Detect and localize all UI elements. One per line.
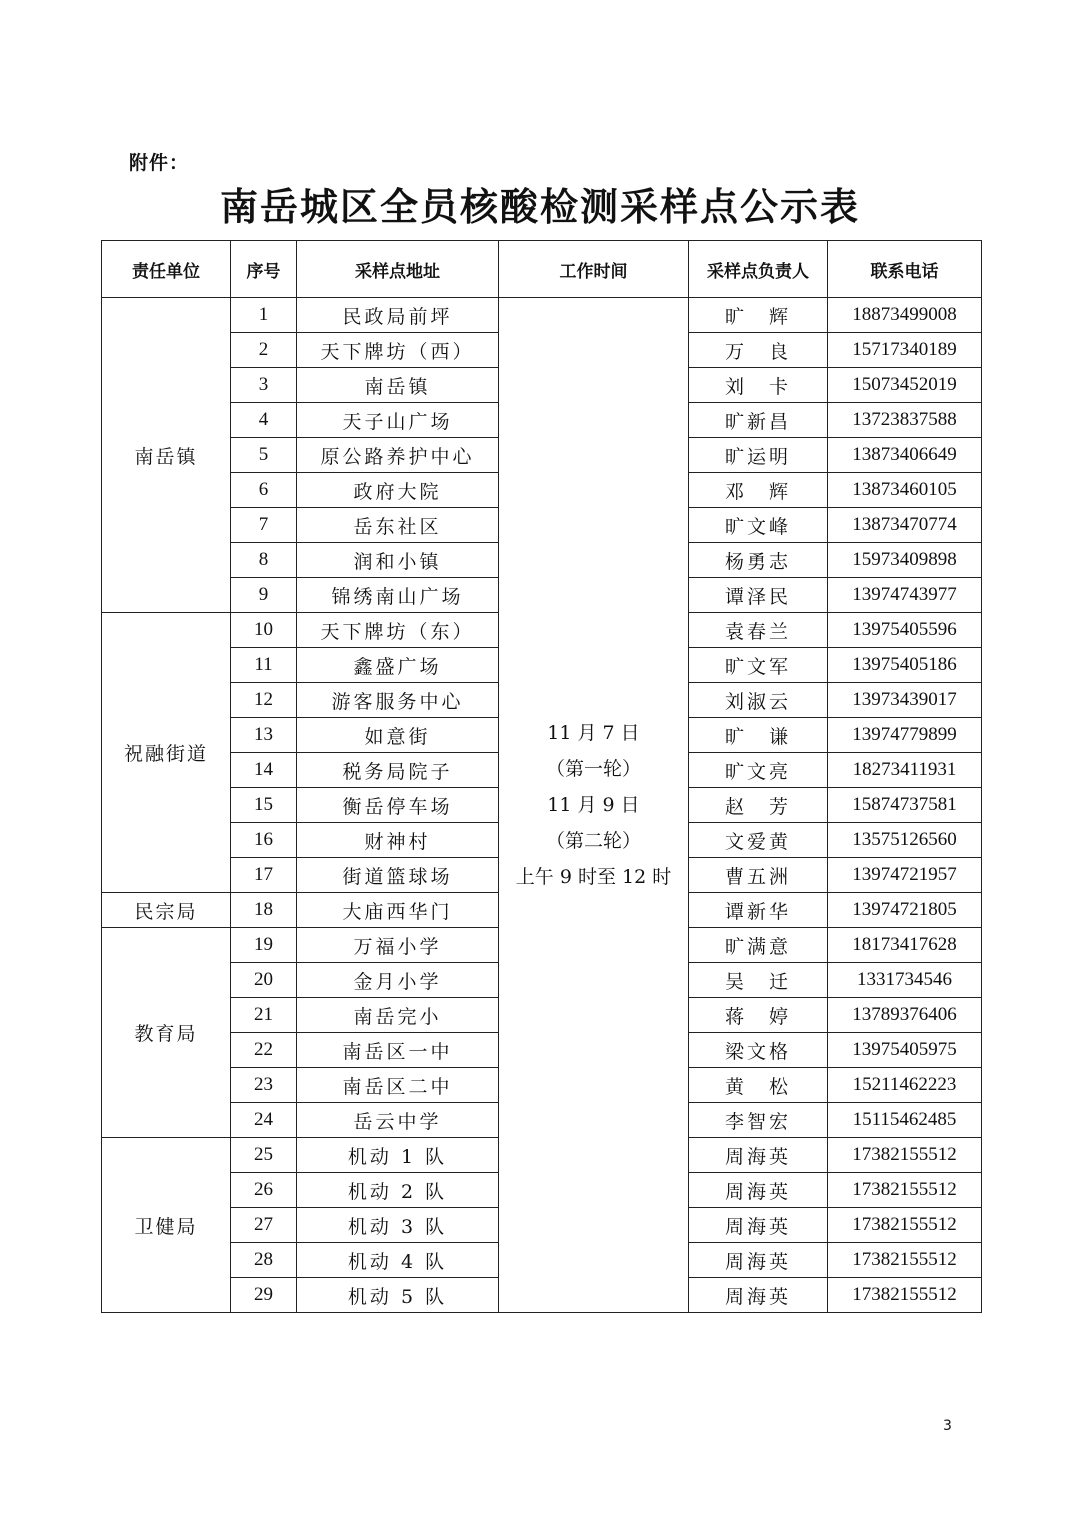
address-cell: 天下牌坊（西） [297,333,499,368]
seq-cell: 12 [231,683,297,718]
address-cell: 南岳区二中 [297,1068,499,1103]
phone-cell: 15073452019 [828,368,982,403]
seq-cell: 18 [231,893,297,928]
person-cell: 李智宏 [689,1103,828,1138]
work-time-line: 上午 9 时至 12 时 [515,866,672,888]
address-cell: 金月小学 [297,963,499,998]
table-row [102,298,982,333]
seq-cell: 19 [231,928,297,963]
phone-cell: 18273411931 [828,753,982,788]
phone-cell: 17382155512 [828,1208,982,1243]
address-cell: 岳云中学 [297,1103,499,1138]
address-cell: 天子山广场 [297,403,499,438]
phone-cell: 13973439017 [828,683,982,718]
address-cell: 民政局前坪 [297,298,499,333]
sampling-site-table [101,240,982,1313]
person-cell: 谭泽民 [689,578,828,613]
header-seq: 序号 [231,241,297,298]
address-cell: 如意街 [297,718,499,753]
seq-cell: 16 [231,823,297,858]
phone-cell: 13974721805 [828,893,982,928]
phone-cell: 15211462223 [828,1068,982,1103]
phone-cell: 15973409898 [828,543,982,578]
address-cell: 机动 5 队 [297,1278,499,1313]
person-cell: 杨勇志 [689,543,828,578]
person-cell: 旷 谦 [689,718,828,753]
phone-cell: 18873499008 [828,298,982,333]
page-title: 南岳城区全员核酸检测采样点公示表 [219,184,860,229]
phone-cell: 13975405186 [828,648,982,683]
seq-cell: 29 [231,1278,297,1313]
work-time-cell [499,298,689,1313]
phone-cell: 13974743977 [828,578,982,613]
person-cell: 旷文军 [689,648,828,683]
address-cell: 南岳区一中 [297,1033,499,1068]
phone-cell: 13723837588 [828,403,982,438]
attachment-label: 附件： [129,152,190,174]
person-cell: 赵 芳 [689,788,828,823]
seq-cell: 7 [231,508,297,543]
phone-cell: 13873470774 [828,508,982,543]
phone-cell: 17382155512 [828,1173,982,1208]
seq-cell: 26 [231,1173,297,1208]
person-cell: 袁春兰 [689,613,828,648]
seq-cell: 14 [231,753,297,788]
person-cell: 周海英 [689,1173,828,1208]
person-cell: 旷运明 [689,438,828,473]
work-time-line: （第一轮） [545,758,641,780]
phone-cell: 13974779899 [828,718,982,753]
responsible-unit-cell: 祝融街道 [102,613,231,893]
seq-cell: 23 [231,1068,297,1103]
address-cell: 机动 4 队 [297,1243,499,1278]
address-cell: 锦绣南山广场 [297,578,499,613]
address-cell: 机动 2 队 [297,1173,499,1208]
responsible-unit-cell: 教育局 [102,928,231,1138]
work-time-line: （第二轮） [545,830,641,852]
header-work-time: 工作时间 [499,241,689,298]
seq-cell: 13 [231,718,297,753]
person-cell: 刘淑云 [689,683,828,718]
address-cell: 南岳镇 [297,368,499,403]
seq-cell: 25 [231,1138,297,1173]
phone-cell: 17382155512 [828,1138,982,1173]
person-cell: 邓 辉 [689,473,828,508]
seq-cell: 20 [231,963,297,998]
address-cell: 万福小学 [297,928,499,963]
person-cell: 旷文亮 [689,753,828,788]
address-cell: 岳东社区 [297,508,499,543]
table-body [102,298,982,1313]
phone-cell: 17382155512 [828,1243,982,1278]
responsible-unit-cell: 民宗局 [102,893,231,928]
seq-cell: 24 [231,1103,297,1138]
person-cell: 刘 卡 [689,368,828,403]
address-cell: 政府大院 [297,473,499,508]
phone-cell: 13873460105 [828,473,982,508]
seq-cell: 9 [231,578,297,613]
address-cell: 衡岳停车场 [297,788,499,823]
phone-cell: 15115462485 [828,1103,982,1138]
address-cell: 南岳完小 [297,998,499,1033]
phone-cell: 15717340189 [828,333,982,368]
phone-cell: 13975405975 [828,1033,982,1068]
person-cell: 黄 松 [689,1068,828,1103]
seq-cell: 27 [231,1208,297,1243]
address-cell: 原公路养护中心 [297,438,499,473]
seq-cell: 10 [231,613,297,648]
phone-cell: 15874737581 [828,788,982,823]
seq-cell: 5 [231,438,297,473]
header-person: 采样点负责人 [689,241,828,298]
address-cell: 街道篮球场 [297,858,499,893]
phone-cell: 17382155512 [828,1278,982,1313]
header-address: 采样点地址 [297,241,499,298]
seq-cell: 15 [231,788,297,823]
header-phone: 联系电话 [828,241,982,298]
person-cell: 周海英 [689,1208,828,1243]
page-number: 3 [943,1418,952,1434]
seq-cell: 21 [231,998,297,1033]
seq-cell: 3 [231,368,297,403]
address-cell: 财神村 [297,823,499,858]
address-cell: 大庙西华门 [297,893,499,928]
seq-cell: 28 [231,1243,297,1278]
seq-cell: 11 [231,648,297,683]
phone-cell: 13974721957 [828,858,982,893]
responsible-unit-cell: 南岳镇 [102,298,231,613]
person-cell: 周海英 [689,1243,828,1278]
person-cell: 旷满意 [689,928,828,963]
address-cell: 税务局院子 [297,753,499,788]
phone-cell: 13575126560 [828,823,982,858]
table-header-row [102,241,982,298]
address-cell: 润和小镇 [297,543,499,578]
seq-cell: 8 [231,543,297,578]
person-cell: 吴 迁 [689,963,828,998]
work-time-line: 11 月 9 日 [547,794,640,816]
person-cell: 周海英 [689,1278,828,1313]
seq-cell: 22 [231,1033,297,1068]
phone-cell: 13975405596 [828,613,982,648]
phone-cell: 13873406649 [828,438,982,473]
seq-cell: 2 [231,333,297,368]
seq-cell: 4 [231,403,297,438]
address-cell: 鑫盛广场 [297,648,499,683]
seq-cell: 17 [231,858,297,893]
seq-cell: 6 [231,473,297,508]
seq-cell: 1 [231,298,297,333]
person-cell: 文爱黄 [689,823,828,858]
phone-cell: 18173417628 [828,928,982,963]
phone-cell: 13789376406 [828,998,982,1033]
phone-cell: 1331734546 [828,963,982,998]
address-cell: 游客服务中心 [297,683,499,718]
person-cell: 谭新华 [689,893,828,928]
person-cell: 旷文峰 [689,508,828,543]
person-cell: 万 良 [689,333,828,368]
person-cell: 周海英 [689,1138,828,1173]
person-cell: 蒋 婷 [689,998,828,1033]
person-cell: 曹五洲 [689,858,828,893]
work-time-line: 11 月 7 日 [547,722,640,744]
responsible-unit-cell: 卫健局 [102,1138,231,1313]
address-cell: 机动 3 队 [297,1208,499,1243]
address-cell: 机动 1 队 [297,1138,499,1173]
person-cell: 梁文格 [689,1033,828,1068]
header-unit: 责任单位 [102,241,231,298]
person-cell: 旷新昌 [689,403,828,438]
person-cell: 旷 辉 [689,298,828,333]
address-cell: 天下牌坊（东） [297,613,499,648]
